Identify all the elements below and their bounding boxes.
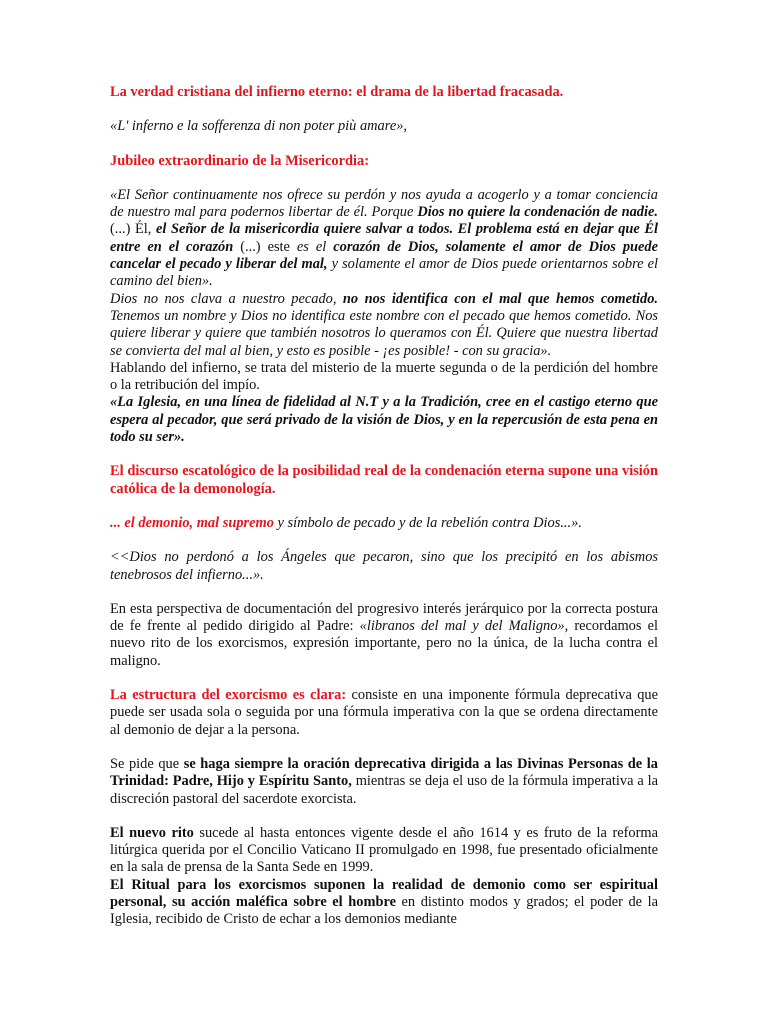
jubilee-heading: Jubileo extraordinario de la Misericordia:	[110, 152, 369, 169]
pope-quote-block	[110, 187, 658, 446]
pope-quote-paragraph-2	[110, 291, 658, 360]
quote-text: (...) este	[233, 238, 297, 255]
quote-text: Tenemos un nombre y Dios no identifica este nombre con el pecado que hemos cometido. Nos quiere liberar y quiere que también nosotros lo queramos con Él. Quiere que nuestra libertad se convierta del mal al bien, y esto es posible - ¡es posible! - con su gracia».	[110, 307, 658, 359]
eschatology-heading: El discurso escatológico de la posibilidad real de la condenación eterna supone una visión católica de la demonología.	[110, 463, 658, 497]
quote-text: es el	[296, 238, 334, 255]
prayer-paragraph	[110, 756, 658, 808]
document-title: La verdad cristiana del infierno eterno: el drama de la libertad fracasada.	[110, 84, 564, 100]
structure-text: consiste en una imponente fórmula deprecativa que puede ser usada sola o seguida por una fórmula imperativa con la que se ordena directamente al demonio de dejar a la persona.	[110, 687, 659, 738]
quote-bold: no nos identifica con el mal que hemos cometido.	[342, 290, 658, 307]
quote-text: y solamente el amor de Dios puede orientarnos sobre el camino del bien».	[110, 256, 658, 290]
pope-quote-paragraph	[110, 187, 658, 291]
demon-line-red: ... el demonio, mal supremo	[110, 514, 274, 531]
quote-text: «El Señor continuamente nos ofrece su perdón y nos ayuda a acogerlo y a tomar conciencia de nuestro mal para podernos libertar de él. Porque	[110, 186, 658, 221]
demon-line	[110, 515, 658, 532]
quote-bold: el Señor de la misericordia quiere salvar a todos. El problema está en dejar que Él entre en el corazón	[110, 221, 658, 255]
new-rite-text: sucede al hasta entonces vigente desde el año 1614 y es fruto de la reforma litúrgica querida por el Concilio Vaticano II promulgado en 1998, fue presentado oficialmente en la sala de prensa de la Santa Sede en 1999.	[110, 824, 658, 876]
new-rite-bold: El nuevo rito	[110, 824, 194, 841]
structure-paragraph	[110, 687, 658, 739]
structure-heading: La estructura del exorcismo es clara:	[110, 687, 347, 704]
perspective-italic: «libranos del mal y del Maligno»,	[359, 618, 569, 635]
new-rite-paragraph	[110, 825, 658, 877]
italian-quote: «L' inferno e la sofferenza di non poter più amare»,	[110, 118, 408, 135]
quote-text: (...) Él,	[110, 221, 156, 238]
perspective-text: En esta perspectiva de documentación del progresivo interés jerárquico por la correcta postura de fe frente al pedido dirigido al Padre:	[110, 600, 658, 635]
church-quote: «La Iglesia, en una línea de fidelidad al N.T y a la Tradición, cree en el castigo eterno que espera al pecador, que será privado de la visión de Dios, y en la repercusión de esta pena en todo su ser».	[110, 394, 658, 446]
ritual-bold: El Ritual para los exorcismos suponen la realidad de demonio como ser espiritual personal, su acción maléfica sobre el hombre	[110, 876, 658, 910]
quote-bold: corazón de Dios, solamente el amor de Dios puede cancelar el pecado y liberar del mal,	[110, 238, 659, 273]
perspective-text: recordamos el nuevo rito de los exorcismos, expresión importante, pero no la única, de la lucha contra el maligno.	[110, 618, 658, 669]
document-page	[110, 84, 658, 929]
prayer-text: mientras se deja el uso de la fórmula imperativa a la discreción pastoral del sacerdote exorcista.	[110, 773, 658, 807]
prayer-bold: se haga siempre la oración deprecativa dirigida a las Divinas Personas de la Trinidad: Padre, Hijo y Espíritu Santo,	[110, 755, 658, 790]
quote-text: Dios no nos clava a nuestro pecado,	[110, 290, 343, 307]
ritual-text: en distinto modos y grados; el poder de la Iglesia, recibido de Cristo de echar a los demonios mediante	[110, 893, 658, 928]
ritual-paragraph	[110, 877, 658, 929]
hell-mystery-paragraph: Hablando del infierno, se trata del misterio de la muerte segunda o de la perdición del hombre o la retribución del impío.	[110, 359, 658, 394]
angels-quote: <<Dios no perdonó a los Ángeles que pecaron, sino que los precipitó en los abismos tenebrosos del infierno...».	[110, 549, 658, 583]
prayer-text: Se pide que	[110, 755, 184, 772]
perspective-paragraph	[110, 601, 658, 670]
quote-bold: Dios no quiere la condenación de nadie.	[417, 204, 658, 221]
demon-line-text: y símbolo de pecado y de la rebelión contra Dios...».	[273, 514, 582, 531]
